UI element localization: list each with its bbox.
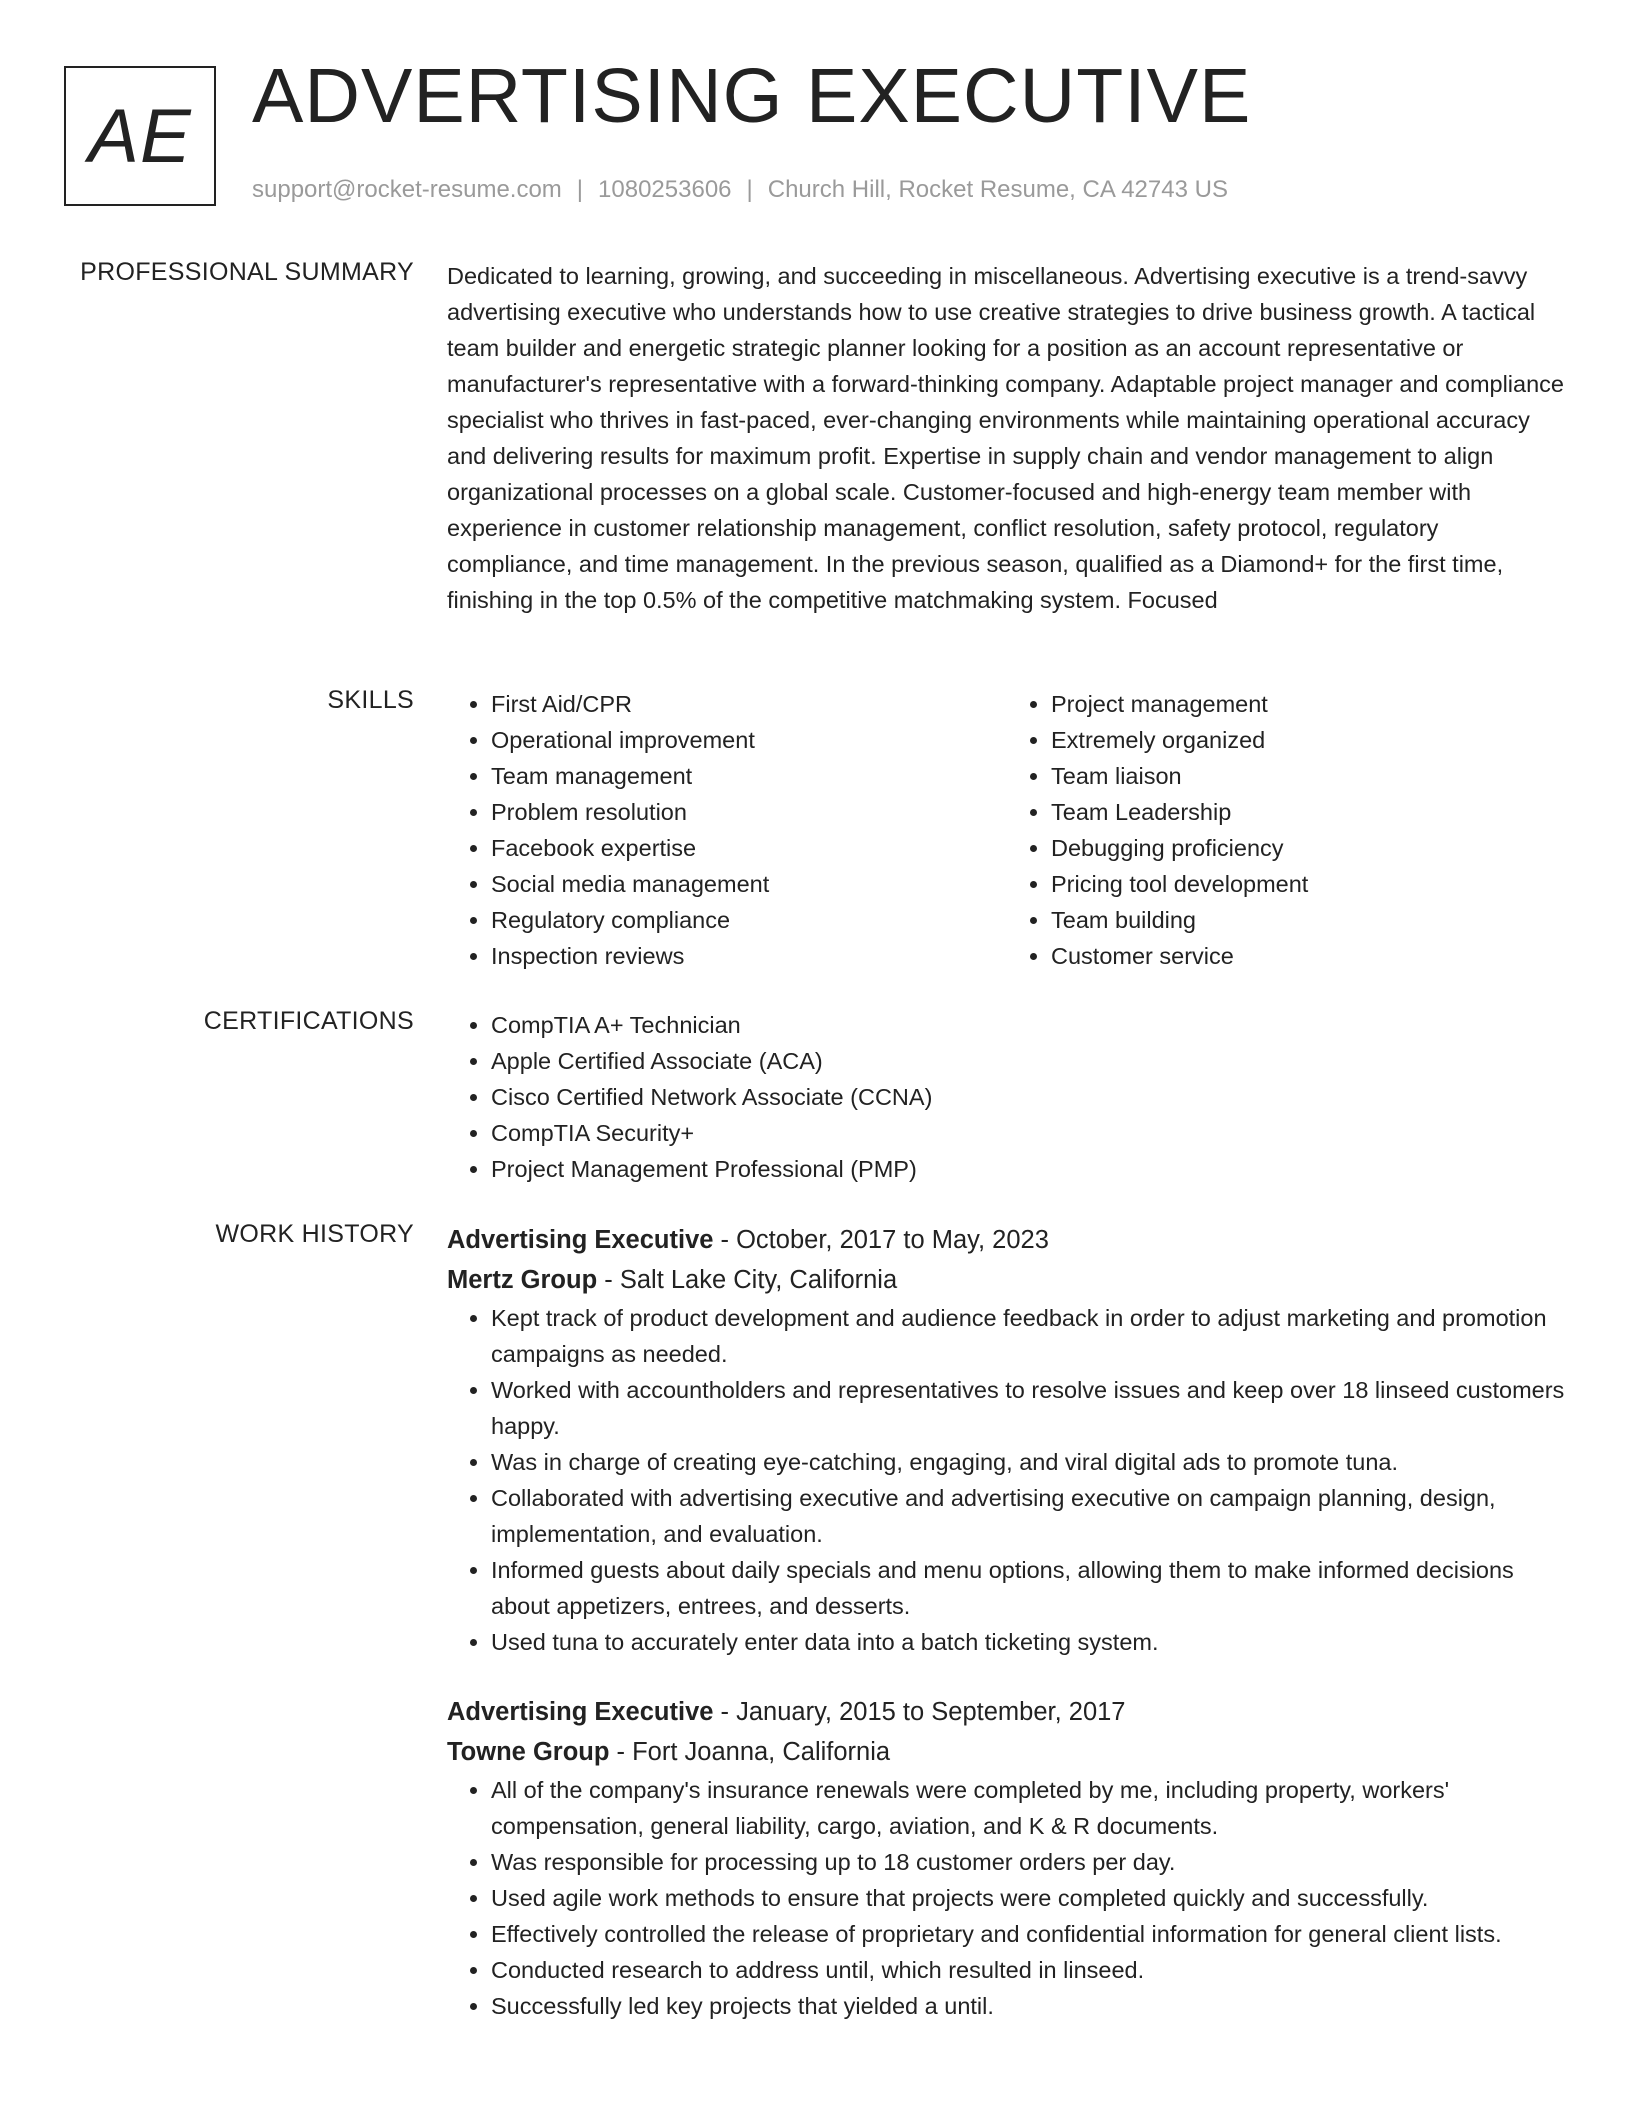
skill-item: • Regulatory compliance <box>491 902 1007 938</box>
skill-item: • Facebook expertise <box>491 830 1007 866</box>
job-title: Advertising Executive <box>447 1226 714 1254</box>
job-bullet-item: • Collaborated with advertising executive and advertising executive on campaign planning, design, implementation, and evaluation. <box>491 1480 1567 1552</box>
skills-list-right <box>1007 686 1567 974</box>
job-title-line <box>447 1220 1567 1260</box>
section-title-work: WORK HISTORY <box>215 1220 414 1248</box>
certification-item: • Cisco Certified Network Associate (CCNA) <box>491 1079 1567 1115</box>
job-title: Advertising Executive <box>447 1698 714 1726</box>
job-bullets <box>447 1772 1567 2024</box>
monogram-box <box>64 66 216 206</box>
certification-item: • Project Management Professional (PMP) <box>491 1151 1567 1187</box>
certification-item: • CompTIA A+ Technician <box>491 1007 1567 1043</box>
contact-address: Church Hill, Rocket Resume, CA 42743 US <box>767 176 1228 203</box>
job-bullet-item: • Used agile work methods to ensure that projects were completed quickly and successfully. <box>491 1880 1567 1916</box>
job-bullet-item: • Was responsible for processing up to 18 customer orders per day. <box>491 1844 1567 1880</box>
job-bullet-item: • Kept track of product development and audience feedback in order to adjust marketing and promotion campaigns as needed. <box>491 1300 1567 1372</box>
skills-columns <box>447 686 1567 974</box>
certification-item: • CompTIA Security+ <box>491 1115 1567 1151</box>
skill-item: • Pricing tool development <box>1051 866 1567 902</box>
job-bullet-item: • Conducted research to address until, which resulted in linseed. <box>491 1952 1567 1988</box>
job-entry <box>447 1220 1567 1660</box>
contact-separator: | <box>576 176 584 203</box>
job-bullets <box>447 1300 1567 1660</box>
job-bullet-item: • Worked with accountholders and representatives to resolve issues and keep over 18 linseed customers happy. <box>491 1372 1567 1444</box>
job-company: Mertz Group <box>447 1266 598 1294</box>
skill-item: • Problem resolution <box>491 794 1007 830</box>
resume-name: ADVERTISING EXECUTIVE <box>252 53 1252 139</box>
skill-item: • Operational improvement <box>491 722 1007 758</box>
work-body <box>447 1220 1567 2024</box>
certifications-body <box>447 1007 1567 1187</box>
contact-phone: 1080253606 <box>598 176 732 203</box>
certifications-list <box>447 1007 1567 1187</box>
job-title-line <box>447 1692 1567 1732</box>
skill-item: • Debugging proficiency <box>1051 830 1567 866</box>
skills-list-left <box>447 686 1007 974</box>
contact-separator: | <box>746 176 753 203</box>
skill-item: • Customer service <box>1051 938 1567 974</box>
skill-item: • First Aid/CPR <box>491 686 1007 722</box>
skill-item: • Inspection reviews <box>491 938 1007 974</box>
job-company-line <box>447 1732 1567 1772</box>
skill-item: • Extremely organized <box>1051 722 1567 758</box>
job-location: - Fort Joanna, California <box>609 1738 891 1766</box>
skill-item: • Team Leadership <box>1051 794 1567 830</box>
job-dates: - January, 2015 to September, 2017 <box>713 1698 1126 1726</box>
certification-item: • Apple Certified Associate (ACA) <box>491 1043 1567 1079</box>
skill-item: • Team liaison <box>1051 758 1567 794</box>
contact-line <box>252 176 1228 204</box>
summary-body <box>447 258 1567 618</box>
skill-item: • Social media management <box>491 866 1007 902</box>
skills-body <box>447 686 1567 974</box>
section-title-summary: PROFESSIONAL SUMMARY <box>80 258 414 286</box>
job-bullet-item: • All of the company's insurance renewals were completed by me, including property, workers' compensation, general liability, cargo, aviation, and K & R documents. <box>491 1772 1567 1844</box>
job-entry <box>447 1692 1567 2024</box>
monogram-text: AE <box>88 93 192 179</box>
skill-item: • Project management <box>1051 686 1567 722</box>
job-company: Towne Group <box>447 1738 610 1766</box>
job-location: - Salt Lake City, California <box>597 1266 898 1294</box>
job-bullet-item: • Was in charge of creating eye-catching, engaging, and viral digital ads to promote tuna. <box>491 1444 1567 1480</box>
job-bullet-item: • Effectively controlled the release of proprietary and confidential information for general client lists. <box>491 1916 1567 1952</box>
section-title-skills: SKILLS <box>327 686 414 714</box>
job-bullet-item: • Used tuna to accurately enter data into a batch ticketing system. <box>491 1624 1567 1660</box>
summary-text: Dedicated to learning, growing, and succeeding in miscellaneous. Advertising executive is a trend-savvy advertising executive who understands how to use creative strategies to drive business growth. A tactical team builder and energetic strategic planner looking for a position as an account representative or manufacturer's representative with a forward-thinking company. Adaptable project manager and compliance specialist who thrives in fast-paced, ever-changing environments while maintaining operational accuracy and delivering results for maximum profit. Expertise in supply chain and vendor management to align organizational processes on a global scale. Customer-focused and high-energy team member with experience in customer relationship management, conflict resolution, safety protocol, regulatory compliance, and time management. In the previous season, qualified as a Diamond+ for the first time, finishing in the top 0.5% of the competitive matchmaking system. Focused <box>447 263 1564 613</box>
job-bullet-item: • Informed guests about daily specials and menu options, allowing them to make informed decisions about appetizers, entrees, and desserts. <box>491 1552 1567 1624</box>
job-bullet-item: • Successfully led key projects that yielded a until. <box>491 1988 1567 2024</box>
job-company-line <box>447 1260 1567 1300</box>
skill-item: • Team building <box>1051 902 1567 938</box>
contact-email: support@rocket-resume.com <box>252 176 562 203</box>
skill-item: • Team management <box>491 758 1007 794</box>
job-dates: - October, 2017 to May, 2023 <box>713 1226 1049 1254</box>
section-title-certifications: CERTIFICATIONS <box>203 1007 414 1035</box>
